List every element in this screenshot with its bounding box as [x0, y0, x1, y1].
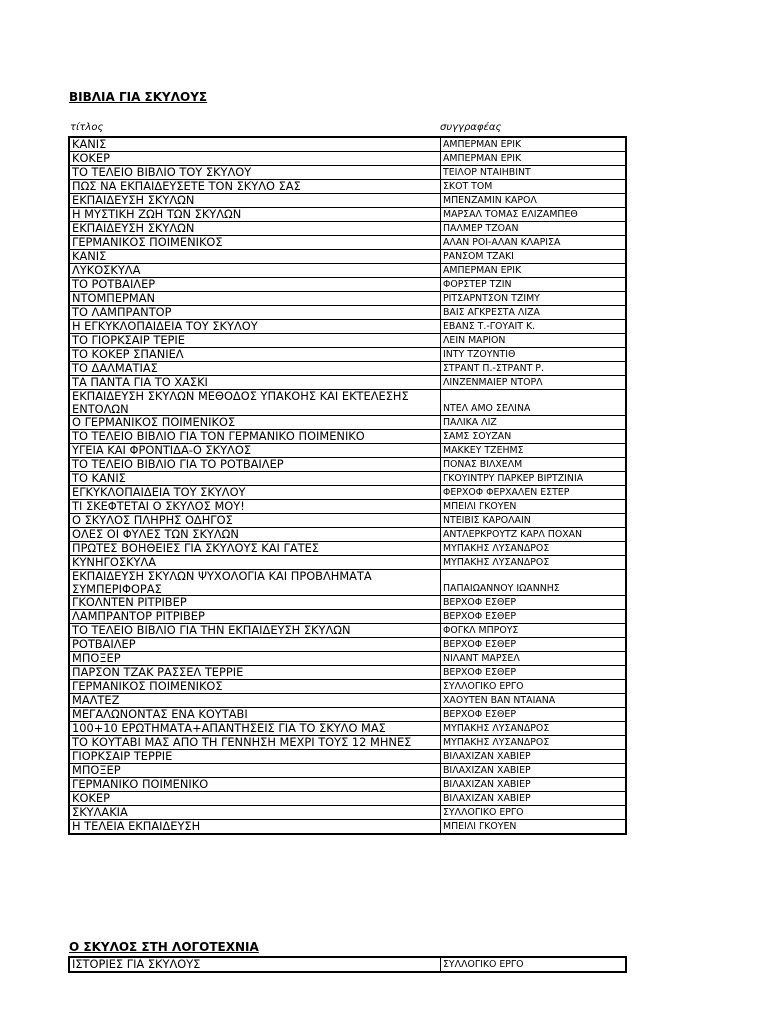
book-author-cell: ΠΑΛΜΕΡ ΤΖΟΑΝ: [441, 222, 627, 236]
table-row: [69, 208, 626, 222]
table-row: [69, 137, 626, 152]
book-title-cell: Η ΤΕΛΕΙΑ ΕΚΠΑΙΔΕΥΣΗ: [69, 820, 441, 835]
book-author-cell: ΝΤΕΙΒΙΣ ΚΑΡΟΛΑΙΝ: [441, 514, 627, 528]
book-title-cell: 100+10 ΕΡΩΤΗΜΑΤΑ+ΑΠΑΝΤΗΣΕΙΣ ΓΙΑ ΤΟ ΣΚΥΛΟ ΜΑΣ: [69, 722, 441, 736]
book-title-cell: ΜΑΛΤΕΖ: [69, 694, 441, 708]
book-author-cell: ΜΑΚΚΕΥ ΤΖΕΗΜΣ: [441, 444, 627, 458]
table-row: [69, 222, 626, 236]
book-title-cell: ΛΥΚΟΣΚΥΛΑ: [69, 264, 441, 278]
book-title-cell: ΤΟ ΚΟΚΕΡ ΣΠΑΝΙΕΛ: [69, 348, 441, 362]
book-title-cell: ΤΟ ΤΕΛΕΙΟ ΒΙΒΛΙΟ ΤΟΥ ΣΚΥΛΟΥ: [69, 166, 441, 180]
table-row: [69, 624, 626, 638]
book-author-cell: ΒΑΙΣ ΑΓΚΡΕΣΤΑ ΛΙΖΑ: [441, 306, 627, 320]
book-author-cell: ΒΙΛΑΧΙΖΑΝ ΧΑΒΙΕΡ: [441, 750, 627, 764]
table-row: [69, 957, 626, 972]
table-row: [69, 430, 626, 444]
table-row: [69, 472, 626, 486]
book-title-cell: ΡΟΤΒΑΙΛΕΡ: [69, 638, 441, 652]
table-row: [69, 194, 626, 208]
book-title-cell: ΓΕΡΜΑΝΙΚΟ ΠΟΙΜΕΝΙΚΟ: [69, 778, 441, 792]
table-row: [69, 570, 626, 596]
literature-table: [68, 956, 627, 973]
table-row: [69, 792, 626, 806]
table-row: [69, 652, 626, 666]
table-row: [69, 680, 626, 694]
book-author-cell: ΒΙΛΑΧΙΖΑΝ ΧΑΒΙΕΡ: [441, 764, 627, 778]
section-title-dog-books: ΒΙΒΛΙΑ ΓΙΑ ΣΚΥΛΟΥΣ: [69, 90, 208, 104]
book-title-cell: ΠΑΡΣΟΝ ΤΖΑΚ ΡΑΣΣΕΛ ΤΕΡΡΙΕ: [69, 666, 441, 680]
book-author-cell: ΣΥΛΛΟΓΙΚΟ ΕΡΓΟ: [441, 957, 627, 972]
book-title-cell: ΓΕΡΜΑΝΙΚΟΣ ΠΟΙΜΕΝΙΚΟΣ: [69, 680, 441, 694]
book-title-cell: ΤΟ ΚΟΥΤΑΒΙ ΜΑΣ ΑΠΟ ΤΗ ΓΕΝΝΗΣΗ ΜΕΧΡΙ ΤΟΥΣ 12 ΜΗΝΕΣ: [69, 736, 441, 750]
book-author-cell: ΦΕΡΧΟΦ ΦΕΡΧΑΛΕΝ ΕΣΤΕΡ: [441, 486, 627, 500]
book-title-cell: ΤΟ ΓΙΟΡΚΣΑΙΡ ΤΕΡΙΕ: [69, 334, 441, 348]
book-author-cell: ΒΙΛΑΧΙΖΑΝ ΧΑΒΙΕΡ: [441, 778, 627, 792]
table-row: [69, 610, 626, 624]
table-row: [69, 334, 626, 348]
book-author-cell: ΦΟΡΣΤΕΡ ΤΖΙΝ: [441, 278, 627, 292]
book-title-cell: Ο ΓΕΡΜΑΝΙΚΟΣ ΠΟΙΜΕΝΙΚΟΣ: [69, 416, 441, 430]
book-title-cell: ΕΚΠΑΙΔΕΥΣΗ ΣΚΥΛΩΝ ΨΥΧΟΛΟΓΙΑ ΚΑΙ ΠΡΟΒΛΗΜΑΤΑ ΣΥΜΠΕΡΙΦΟΡΑΣ: [69, 570, 441, 596]
table-row: [69, 542, 626, 556]
table-row: [69, 806, 626, 820]
book-author-cell: ΡΙΤΣΑΡΝΤΣΟΝ ΤΖΙΜΥ: [441, 292, 627, 306]
book-author-cell: ΒΕΡΧΟΦ ΕΣΘΕΡ: [441, 610, 627, 624]
book-author-cell: ΣΑΜΣ ΣΟΥΖΑΝ: [441, 430, 627, 444]
book-title-cell: ΕΓΚΥΚΛΟΠΑΙΔΕΙΑ ΤΟΥ ΣΚΥΛΟΥ: [69, 486, 441, 500]
book-title-cell: ΓΕΡΜΑΝΙΚΟΣ ΠΟΙΜΕΝΙΚΟΣ: [69, 236, 441, 250]
section-title-dog-in-literature: Ο ΣΚΥΛΟΣ ΣΤΗ ΛΟΓΟΤΕΧΝΙΑ: [69, 940, 259, 954]
book-author-cell: ΙΝΤΥ ΤΖΟΥΝΤΙΘ: [441, 348, 627, 362]
table-row: [69, 486, 626, 500]
table-row: [69, 362, 626, 376]
book-title-cell: ΚΥΝΗΓΟΣΚΥΛΑ: [69, 556, 441, 570]
table-row: [69, 292, 626, 306]
table-row: [69, 236, 626, 250]
book-title-cell: ΚΟΚΕΡ: [69, 792, 441, 806]
book-author-cell: ΕΒΑΝΣ Τ.-ΓΟΥΑΙΤ Κ.: [441, 320, 627, 334]
table-row: [69, 820, 626, 835]
book-author-cell: ΝΤΕΛ ΑΜΟ ΣΕΛΙΝΑ: [441, 390, 627, 416]
book-author-cell: ΜΠΕΙΛΙ ΓΚΟΥΕΝ: [441, 820, 627, 835]
column-header-title: τίτλος: [70, 122, 104, 133]
book-title-cell: ΚΑΝΙΣ: [69, 137, 441, 152]
book-author-cell: ΜΥΠΑΚΗΣ ΛΥΣΑΝΔΡΟΣ: [441, 722, 627, 736]
book-author-cell: ΝΙΛΑΝΤ ΜΑΡΣΕΛ: [441, 652, 627, 666]
table-row: [69, 778, 626, 792]
table-row: [69, 166, 626, 180]
table-row: [69, 320, 626, 334]
book-author-cell: ΑΜΠΕΡΜΑΝ ΕΡΙΚ: [441, 152, 627, 166]
book-author-cell: ΧΑΟΥΤΕΝ ΒΑΝ ΝΤΑΙΑΝΑ: [441, 694, 627, 708]
book-title-cell: ΓΚΟΛΝΤΕΝ ΡΙΤΡΙΒΕΡ: [69, 596, 441, 610]
table-row: [69, 500, 626, 514]
book-title-cell: ΣΚΥΛΑΚΙΑ: [69, 806, 441, 820]
table-row: [69, 376, 626, 390]
book-author-cell: ΠΟΝΑΣ ΒΙΛΧΕΛΜ: [441, 458, 627, 472]
book-author-cell: ΛΕΙΝ ΜΑΡΙΟΝ: [441, 334, 627, 348]
book-author-cell: ΒΕΡΧΟΦ ΕΣΘΕΡ: [441, 708, 627, 722]
book-title-cell: ΕΚΠΑΙΔΕΥΣΗ ΣΚΥΛΩΝ: [69, 222, 441, 236]
book-author-cell: ΑΜΠΕΡΜΑΝ ΕΡΙΚ: [441, 137, 627, 152]
table-row: [69, 444, 626, 458]
book-author-cell: ΜΠΕΝΖΑΜΙΝ ΚΑΡΟΛ: [441, 194, 627, 208]
book-title-cell: ΤΟ ΤΕΛΕΙΟ ΒΙΒΛΙΟ ΓΙΑ ΤΟΝ ΓΕΡΜΑΝΙΚΟ ΠΟΙΜΕΝΙΚΟ: [69, 430, 441, 444]
book-author-cell: ΓΚΟΥΙΝΤΡΥ ΠΑΡΚΕΡ ΒΙΡΤΖΙΝΙΑ: [441, 472, 627, 486]
book-author-cell: ΑΝΤΛΕΡΚΡΟΥΤΖ ΚΑΡΛ ΠΟΧΑΝ: [441, 528, 627, 542]
table-row: [69, 596, 626, 610]
book-title-cell: ΠΡΩΤΕΣ ΒΟΗΘΕΙΕΣ ΓΙΑ ΣΚΥΛΟΥΣ ΚΑΙ ΓΑΤΕΣ: [69, 542, 441, 556]
table-row: [69, 278, 626, 292]
book-title-cell: ΤΑ ΠΑΝΤΑ ΓΙΑ ΤΟ ΧΑΣΚΙ: [69, 376, 441, 390]
book-author-cell: ΣΚΟΤ ΤΟΜ: [441, 180, 627, 194]
book-title-cell: ΕΚΠΑΙΔΕΥΣΗ ΣΚΥΛΩΝ: [69, 194, 441, 208]
book-author-cell: ΠΑΛΙΚΑ ΛΙΖ: [441, 416, 627, 430]
table-row: [69, 736, 626, 750]
book-title-cell: Ο ΣΚΥΛΟΣ ΠΛΗΡΗΣ ΟΔΗΓΟΣ: [69, 514, 441, 528]
book-title-cell: ΤΟ ΡΟΤΒΑΙΛΕΡ: [69, 278, 441, 292]
book-author-cell: ΜΥΠΑΚΗΣ ΛΥΣΑΝΔΡΟΣ: [441, 736, 627, 750]
book-title-cell: ΜΠΟΞΕΡ: [69, 764, 441, 778]
table-row: [69, 708, 626, 722]
book-title-cell: ΥΓΕΙΑ ΚΑΙ ΦΡΟΝΤΙΔΑ-Ο ΣΚΥΛΟΣ: [69, 444, 441, 458]
table-row: [69, 180, 626, 194]
table-row: [69, 528, 626, 542]
book-title-cell: ΟΛΕΣ ΟΙ ΦΥΛΕΣ ΤΩΝ ΣΚΥΛΩΝ: [69, 528, 441, 542]
book-title-cell: ΤΟ ΤΕΛΕΙΟ ΒΙΒΛΙΟ ΓΙΑ ΤΟ ΡΟΤΒΑΙΛΕΡ: [69, 458, 441, 472]
book-title-cell: ΚΑΝΙΣ: [69, 250, 441, 264]
book-author-cell: ΒΙΛΑΧΙΖΑΝ ΧΑΒΙΕΡ: [441, 792, 627, 806]
book-author-cell: ΜΑΡΣΑΛ ΤΟΜΑΣ ΕΛΙΖΑΜΠΕΘ: [441, 208, 627, 222]
book-author-cell: ΜΥΠΑΚΗΣ ΛΥΣΑΝΔΡΟΣ: [441, 542, 627, 556]
table-row: [69, 416, 626, 430]
book-title-cell: ΤΟ ΛΑΜΠΡΑΝΤΟΡ: [69, 306, 441, 320]
book-author-cell: ΒΕΡΧΟΦ ΕΣΘΕΡ: [441, 666, 627, 680]
table-row: [69, 722, 626, 736]
book-author-cell: ΦΟΓΚΛ ΜΠΡΟΥΣ: [441, 624, 627, 638]
book-title-cell: ΤΟ ΤΕΛΕΙΟ ΒΙΒΛΙΟ ΓΙΑ ΤΗΝ ΕΚΠΑΙΔΕΥΣΗ ΣΚΥΛΩΝ: [69, 624, 441, 638]
book-title-cell: Η ΕΓΚΥΚΛΟΠΑΙΔΕΙΑ ΤΟΥ ΣΚΥΛΟΥ: [69, 320, 441, 334]
table-row: [69, 666, 626, 680]
book-author-cell: ΣΥΛΛΟΓΙΚΟ ΕΡΓΟ: [441, 680, 627, 694]
book-author-cell: ΣΥΛΛΟΓΙΚΟ ΕΡΓΟ: [441, 806, 627, 820]
column-header-author: συγγραφέας: [440, 122, 502, 133]
book-author-cell: ΛΙΝΖΕΝΜΑΙΕΡ ΝΤΟΡΛ: [441, 376, 627, 390]
table-row: [69, 306, 626, 320]
book-title-cell: ΤΙ ΣΚΕΦΤΕΤΑΙ Ο ΣΚΥΛΟΣ ΜΟΥ!: [69, 500, 441, 514]
book-title-cell: ΝΤΟΜΠΕΡΜΑΝ: [69, 292, 441, 306]
book-author-cell: ΑΜΠΕΡΜΑΝ ΕΡΙΚ: [441, 264, 627, 278]
table-row: [69, 638, 626, 652]
book-title-cell: ΙΣΤΟΡΙΕΣ ΓΙΑ ΣΚΥΛΟΥΣ: [69, 957, 441, 972]
book-author-cell: ΒΕΡΧΟΦ ΕΣΘΕΡ: [441, 596, 627, 610]
book-author-cell: ΣΤΡΑΝΤ Π.-ΣΤΡΑΝΤ Ρ.: [441, 362, 627, 376]
book-author-cell: ΡΑΝΣΟΜ ΤΖΑΚΙ: [441, 250, 627, 264]
table-row: [69, 556, 626, 570]
table-row: [69, 152, 626, 166]
book-title-cell: ΤΟ ΚΑΝΙΣ: [69, 472, 441, 486]
table-row: [69, 694, 626, 708]
book-author-cell: ΠΑΠΑΙΩΑΝΝΟΥ ΙΩΑΝΝΗΣ: [441, 570, 627, 596]
book-title-cell: ΜΕΓΑΛΩΝΟΝΤΑΣ ΕΝΑ ΚΟΥΤΑΒΙ: [69, 708, 441, 722]
book-author-cell: ΜΥΠΑΚΗΣ ΛΥΣΑΝΔΡΟΣ: [441, 556, 627, 570]
table-row: [69, 250, 626, 264]
book-title-cell: ΠΩΣ ΝΑ ΕΚΠΑΙΔΕΥΣΕΤΕ ΤΟΝ ΣΚΥΛΟ ΣΑΣ: [69, 180, 441, 194]
book-author-cell: ΤΕΙΛΟΡ ΝΤΑΙΗΒΙΝΤ: [441, 166, 627, 180]
table-row: [69, 764, 626, 778]
table-row: [69, 264, 626, 278]
books-table: [68, 136, 627, 835]
book-author-cell: ΜΠΕΙΛΙ ΓΚΟΥΕΝ: [441, 500, 627, 514]
table-row: [69, 458, 626, 472]
book-title-cell: ΤΟ ΔΑΛΜΑΤΙΑΣ: [69, 362, 441, 376]
book-title-cell: ΜΠΟΞΕΡ: [69, 652, 441, 666]
table-row: [69, 514, 626, 528]
book-title-cell: ΕΚΠΑΙΔΕΥΣΗ ΣΚΥΛΩΝ ΜΕΘΟΔΟΣ ΥΠΑΚΟΗΣ ΚΑΙ ΕΚΤΕΛΕΣΗΣ ΕΝΤΟΛΩΝ: [69, 390, 441, 416]
book-title-cell: ΚΟΚΕΡ: [69, 152, 441, 166]
book-author-cell: ΑΛΑΝ ΡΟΙ-ΑΛΑΝ ΚΛΑΡΙΣΑ: [441, 236, 627, 250]
book-author-cell: ΒΕΡΧΟΦ ΕΣΘΕΡ: [441, 638, 627, 652]
table-row: [69, 390, 626, 416]
book-title-cell: ΛΑΜΠΡΑΝΤΟΡ ΡΙΤΡΙΒΕΡ: [69, 610, 441, 624]
table-row: [69, 750, 626, 764]
table-row: [69, 348, 626, 362]
book-title-cell: ΓΙΟΡΚΣΑΙΡ ΤΕΡΡΙΕ: [69, 750, 441, 764]
book-title-cell: Η ΜΥΣΤΙΚΗ ΖΩΗ ΤΩΝ ΣΚΥΛΩΝ: [69, 208, 441, 222]
